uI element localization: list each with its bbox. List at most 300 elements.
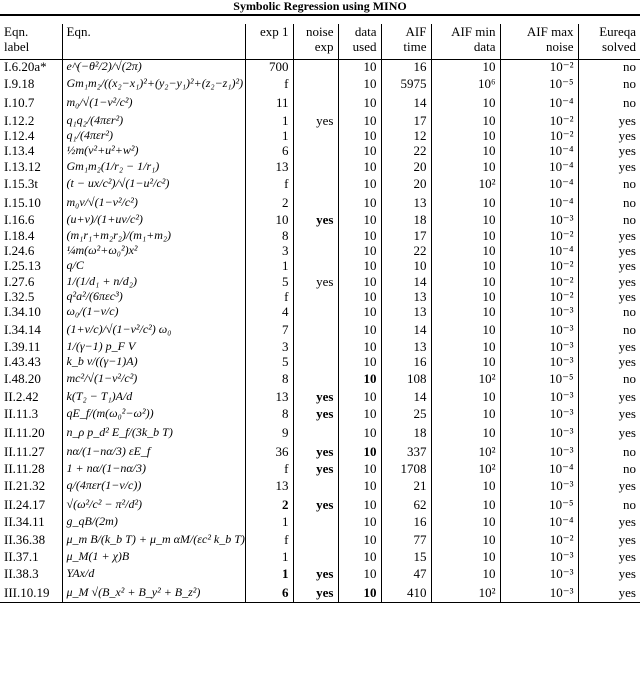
cell-eureqa-solved: no xyxy=(578,461,640,476)
header-aif-max-noise: AIF max noise xyxy=(500,24,578,59)
header-exp1: exp 1 xyxy=(245,24,293,59)
cell-equation: μ_m B/(k_b T) + μ_m αM/(εc² k_b T) xyxy=(62,530,245,549)
cell-exp1: 3 xyxy=(245,243,293,258)
cell-label: I.34.14 xyxy=(4,321,41,337)
cell-exp1: 1 xyxy=(245,549,293,564)
cell-equation: e^(−θ²/2)/√(2π) xyxy=(62,59,245,74)
cell-label: I.9.18 xyxy=(4,76,35,92)
table-row xyxy=(0,320,640,339)
cell-eureqa-solved: yes xyxy=(578,583,640,602)
cell-exp1: 13 xyxy=(245,388,293,403)
cell-noise-exp xyxy=(293,174,338,193)
cell-label: II.36.38 xyxy=(4,531,46,547)
cell-data-used: 10 xyxy=(338,59,381,74)
header-aif-time: AIF time xyxy=(381,24,431,59)
cell-aif-min-data: 10 xyxy=(431,289,500,304)
cell-aif-time: 14 xyxy=(381,320,431,339)
cell-eureqa-solved: yes xyxy=(578,258,640,273)
cell-aif-min-data: 10 xyxy=(431,243,500,258)
cell-data-used: 10 xyxy=(338,212,381,227)
cell-eureqa-solved: no xyxy=(578,304,640,319)
cell-equation: (m₁r₁+m₂r₂)/(m₁+m₂) xyxy=(62,227,245,242)
cell-label: I.27.6 xyxy=(4,273,35,289)
cell-equation: q/C xyxy=(62,258,245,273)
cell-data-used: 10 xyxy=(338,530,381,549)
cell-eureqa-solved: yes xyxy=(578,388,640,403)
cell-noise-exp xyxy=(293,304,338,319)
table-row xyxy=(0,93,640,112)
table-row xyxy=(0,174,640,193)
cell-aif-max-noise: 10⁻² xyxy=(500,59,578,74)
cell-aif-min-data: 10 xyxy=(431,59,500,74)
cell-data-used: 10 xyxy=(338,476,381,495)
cell-label: II.34.11 xyxy=(4,514,45,530)
cell-exp1: 13 xyxy=(245,159,293,174)
cell-equation: YAx/d xyxy=(62,564,245,583)
cell-aif-min-data: 10⁶ xyxy=(431,74,500,93)
cell-aif-min-data: 10 xyxy=(431,514,500,529)
cell-exp1: 3 xyxy=(245,339,293,354)
cell-noise-exp xyxy=(293,128,338,143)
cell-label: I.18.4 xyxy=(4,227,35,243)
cell-aif-time: 25 xyxy=(381,404,431,423)
cell-label: II.11.28 xyxy=(4,461,45,477)
cell-exp1: 5 xyxy=(245,354,293,369)
cell-noise-exp: yes xyxy=(293,212,338,227)
cell-eureqa-solved: yes xyxy=(578,159,640,174)
cell-aif-max-noise: 10⁻⁵ xyxy=(500,369,578,388)
cell-exp1: 1 xyxy=(245,258,293,273)
cell-equation: m₀/√(1−v²/c²) xyxy=(62,93,245,112)
table-row xyxy=(0,258,640,273)
table-row xyxy=(0,549,640,564)
cell-aif-time: 47 xyxy=(381,564,431,583)
cell-label: I.34.10 xyxy=(4,304,41,320)
cell-eureqa-solved: yes xyxy=(578,530,640,549)
table-row xyxy=(0,289,640,304)
cell-aif-max-noise: 10⁻⁴ xyxy=(500,159,578,174)
cell-eureqa-solved: yes xyxy=(578,423,640,442)
cell-exp1: 8 xyxy=(245,227,293,242)
cell-aif-min-data: 10 xyxy=(431,320,500,339)
cell-aif-max-noise: 10⁻³ xyxy=(500,212,578,227)
cell-aif-min-data: 10 xyxy=(431,128,500,143)
cell-aif-max-noise: 10⁻³ xyxy=(500,564,578,583)
cell-aif-min-data: 10² xyxy=(431,583,500,602)
cell-exp1: 4 xyxy=(245,304,293,319)
cell-aif-time: 14 xyxy=(381,93,431,112)
cell-data-used: 10 xyxy=(338,339,381,354)
header-aif-min-data: AIF min data xyxy=(431,24,500,59)
cell-equation: mc²/√(1−v²/c²) xyxy=(62,369,245,388)
cell-equation: √(ω²/c² − π²/d²) xyxy=(62,495,245,514)
cell-noise-exp xyxy=(293,258,338,273)
cell-aif-time: 17 xyxy=(381,112,431,127)
table-row xyxy=(0,59,640,74)
cell-equation: μ_M √(B_x² + B_y² + B_z²) xyxy=(62,583,245,602)
cell-aif-max-noise: 10⁻³ xyxy=(500,339,578,354)
cell-exp1: 1 xyxy=(245,128,293,143)
cell-data-used: 10 xyxy=(338,320,381,339)
cell-aif-min-data: 10 xyxy=(431,93,500,112)
cell-aif-max-noise: 10⁻⁴ xyxy=(500,193,578,212)
cell-aif-max-noise: 10⁻⁴ xyxy=(500,174,578,193)
cell-exp1: f xyxy=(245,74,293,93)
cell-aif-time: 16 xyxy=(381,59,431,74)
cell-eureqa-solved: yes xyxy=(578,354,640,369)
cell-aif-time: 21 xyxy=(381,476,431,495)
cell-label: I.25.13 xyxy=(4,258,41,274)
cell-noise-exp: yes xyxy=(293,404,338,423)
table-row xyxy=(0,143,640,158)
cell-equation: q/(4πεr(1−v/c)) xyxy=(62,476,245,495)
cell-aif-min-data: 10 xyxy=(431,564,500,583)
cell-aif-max-noise: 10⁻⁴ xyxy=(500,514,578,529)
cell-aif-time: 20 xyxy=(381,159,431,174)
cell-eureqa-solved: yes xyxy=(578,274,640,289)
cell-label: II.11.27 xyxy=(4,443,45,459)
cell-exp1: 7 xyxy=(245,320,293,339)
cell-aif-max-noise: 10⁻³ xyxy=(500,583,578,602)
table-row xyxy=(0,388,640,403)
cell-noise-exp xyxy=(293,369,338,388)
table-row xyxy=(0,112,640,127)
cell-aif-max-noise: 10⁻³ xyxy=(500,442,578,461)
cell-exp1: 2 xyxy=(245,193,293,212)
cell-aif-time: 14 xyxy=(381,388,431,403)
cell-data-used: 10 xyxy=(338,461,381,476)
cell-aif-time: 337 xyxy=(381,442,431,461)
cell-aif-max-noise: 10⁻² xyxy=(500,274,578,289)
cell-noise-exp xyxy=(293,530,338,549)
cell-data-used: 10 xyxy=(338,227,381,242)
cell-eureqa-solved: no xyxy=(578,174,640,193)
cell-aif-min-data: 10² xyxy=(431,461,500,476)
cell-exp1: 1 xyxy=(245,564,293,583)
cell-noise-exp xyxy=(293,320,338,339)
cell-noise-exp: yes xyxy=(293,388,338,403)
cell-equation: qE_f/(m(ω₀²−ω²)) xyxy=(62,404,245,423)
cell-aif-min-data: 10 xyxy=(431,274,500,289)
cell-aif-max-noise: 10⁻⁴ xyxy=(500,93,578,112)
table-row xyxy=(0,212,640,227)
cell-noise-exp: yes xyxy=(293,564,338,583)
cell-aif-time: 17 xyxy=(381,227,431,242)
cell-aif-min-data: 10 xyxy=(431,143,500,158)
cell-exp1: 6 xyxy=(245,143,293,158)
cell-eureqa-solved: no xyxy=(578,59,640,74)
results-table xyxy=(0,24,640,603)
cell-equation: (t − ux/c²)/√(1−u²/c²) xyxy=(62,174,245,193)
cell-equation: ω₀/(1−v/c) xyxy=(62,304,245,319)
cell-exp1: 8 xyxy=(245,404,293,423)
cell-exp1: f xyxy=(245,289,293,304)
cell-label: I.12.2 xyxy=(4,112,35,128)
top-rule xyxy=(0,14,640,16)
table-row xyxy=(0,159,640,174)
cell-data-used: 10 xyxy=(338,354,381,369)
cell-exp1: 700 xyxy=(245,59,293,74)
cell-label: I.15.10 xyxy=(4,194,41,210)
cell-eureqa-solved: yes xyxy=(578,143,640,158)
cell-equation: Gm₁m₂/((x₂−x₁)²+(y₂−y₁)²+(z₂−z₁)²) xyxy=(62,74,245,93)
cell-data-used: 10 xyxy=(338,143,381,158)
cell-equation: q₁/(4πεr²) xyxy=(62,128,245,143)
cell-label: I.43.43 xyxy=(4,354,41,370)
table-row xyxy=(0,369,640,388)
table-row xyxy=(0,227,640,242)
cell-noise-exp: yes xyxy=(293,442,338,461)
cell-label: I.24.6 xyxy=(4,242,35,258)
cell-equation: g_qB/(2m) xyxy=(62,514,245,529)
cell-exp1: 36 xyxy=(245,442,293,461)
cell-aif-max-noise: 10⁻³ xyxy=(500,320,578,339)
table-row xyxy=(0,74,640,93)
cell-aif-min-data: 10 xyxy=(431,404,500,423)
cell-eureqa-solved: yes xyxy=(578,564,640,583)
cell-aif-min-data: 10² xyxy=(431,442,500,461)
cell-aif-max-noise: 10⁻² xyxy=(500,530,578,549)
cell-eureqa-solved: yes xyxy=(578,404,640,423)
cell-aif-min-data: 10 xyxy=(431,339,500,354)
cell-aif-min-data: 10 xyxy=(431,354,500,369)
cell-aif-max-noise: 10⁻⁵ xyxy=(500,495,578,514)
cell-eureqa-solved: no xyxy=(578,193,640,212)
cell-noise-exp: yes xyxy=(293,112,338,127)
cell-aif-time: 12 xyxy=(381,128,431,143)
table-row xyxy=(0,404,640,423)
cell-eureqa-solved: yes xyxy=(578,339,640,354)
cell-equation: (1+v/c)/√(1−v²/c²) ω₀ xyxy=(62,320,245,339)
table-row xyxy=(0,442,640,461)
cell-aif-max-noise: 10⁻² xyxy=(500,289,578,304)
cell-eureqa-solved: no xyxy=(578,442,640,461)
cell-label: II.37.1 xyxy=(4,548,39,564)
cell-eureqa-solved: yes xyxy=(578,128,640,143)
cell-label: II.11.20 xyxy=(4,424,45,440)
cell-eureqa-solved: yes xyxy=(578,289,640,304)
cell-data-used: 10 xyxy=(338,404,381,423)
cell-exp1: f xyxy=(245,530,293,549)
cell-exp1: 5 xyxy=(245,274,293,289)
cell-label: I.10.7 xyxy=(4,95,35,111)
cell-noise-exp xyxy=(293,227,338,242)
cell-equation: 1 + nα/(1−nα/3) xyxy=(62,461,245,476)
header-eureqa-solved: Eureqa solved xyxy=(578,24,640,59)
cell-eureqa-solved: no xyxy=(578,212,640,227)
cell-aif-min-data: 10 xyxy=(431,227,500,242)
cell-equation: ½m(v²+u²+w²) xyxy=(62,143,245,158)
cell-eureqa-solved: no xyxy=(578,320,640,339)
cell-label: III.10.19 xyxy=(4,584,50,600)
cell-exp1: f xyxy=(245,461,293,476)
cell-noise-exp xyxy=(293,423,338,442)
table-row xyxy=(0,514,640,529)
cell-exp1: 11 xyxy=(245,93,293,112)
cell-aif-time: 18 xyxy=(381,423,431,442)
cell-aif-max-noise: 10⁻³ xyxy=(500,388,578,403)
cell-aif-min-data: 10 xyxy=(431,212,500,227)
cell-data-used: 10 xyxy=(338,74,381,93)
cell-aif-min-data: 10² xyxy=(431,369,500,388)
header-row xyxy=(0,24,640,59)
cell-aif-min-data: 10 xyxy=(431,549,500,564)
cell-label: I.13.12 xyxy=(4,158,41,174)
header-noise: noise exp xyxy=(293,24,338,59)
cell-data-used: 10 xyxy=(338,193,381,212)
cell-aif-min-data: 10 xyxy=(431,258,500,273)
table-row xyxy=(0,583,640,602)
cell-label: I.32.5 xyxy=(4,289,35,305)
cell-aif-max-noise: 10⁻² xyxy=(500,258,578,273)
cell-equation: nα/(1−nα/3) εE_f xyxy=(62,442,245,461)
cell-aif-max-noise: 10⁻² xyxy=(500,128,578,143)
cell-aif-max-noise: 10⁻³ xyxy=(500,304,578,319)
cell-equation: k_b v/((γ−1)A) xyxy=(62,354,245,369)
cell-noise-exp xyxy=(293,339,338,354)
cell-noise-exp xyxy=(293,74,338,93)
cell-exp1: 10 xyxy=(245,212,293,227)
cell-aif-time: 10 xyxy=(381,258,431,273)
cell-aif-time: 20 xyxy=(381,174,431,193)
cell-label: II.11.3 xyxy=(4,405,39,421)
cell-equation: 1/(1/d₁ + n/d₂) xyxy=(62,274,245,289)
cell-noise-exp xyxy=(293,549,338,564)
cell-aif-max-noise: 10⁻² xyxy=(500,227,578,242)
cell-noise-exp xyxy=(293,59,338,74)
cell-data-used: 10 xyxy=(338,274,381,289)
cell-aif-time: 410 xyxy=(381,583,431,602)
cell-aif-min-data: 10 xyxy=(431,159,500,174)
cell-equation: n_ρ p_d² E_f/(3k_b T) xyxy=(62,423,245,442)
cell-aif-time: 13 xyxy=(381,289,431,304)
cell-aif-min-data: 10 xyxy=(431,388,500,403)
cell-data-used: 10 xyxy=(338,174,381,193)
cell-aif-time: 22 xyxy=(381,243,431,258)
cell-data-used: 10 xyxy=(338,289,381,304)
cell-aif-max-noise: 10⁻³ xyxy=(500,423,578,442)
cell-aif-time: 1708 xyxy=(381,461,431,476)
cell-equation: q²a²/(6πεc³) xyxy=(62,289,245,304)
table-row xyxy=(0,476,640,495)
cell-equation: m₀v/√(1−v²/c²) xyxy=(62,193,245,212)
cell-label: I.13.4 xyxy=(4,143,35,159)
cell-data-used: 10 xyxy=(338,495,381,514)
cell-aif-max-noise: 10⁻³ xyxy=(500,404,578,423)
table-row xyxy=(0,304,640,319)
table-row xyxy=(0,354,640,369)
table-row xyxy=(0,530,640,549)
cell-aif-time: 5975 xyxy=(381,74,431,93)
cell-aif-time: 108 xyxy=(381,369,431,388)
cell-label: I.16.6 xyxy=(4,212,35,228)
table-row xyxy=(0,564,640,583)
cell-aif-min-data: 10 xyxy=(431,530,500,549)
cell-eureqa-solved: yes xyxy=(578,243,640,258)
cell-aif-max-noise: 10⁻³ xyxy=(500,549,578,564)
cell-data-used: 10 xyxy=(338,442,381,461)
cell-data-used: 10 xyxy=(338,514,381,529)
cell-aif-max-noise: 10⁻³ xyxy=(500,476,578,495)
cell-eureqa-solved: yes xyxy=(578,549,640,564)
cell-noise-exp xyxy=(293,93,338,112)
cell-data-used: 10 xyxy=(338,128,381,143)
table-row xyxy=(0,423,640,442)
cell-label: I.6.20a* xyxy=(4,59,47,75)
cell-exp1: 6 xyxy=(245,583,293,602)
cell-data-used: 10 xyxy=(338,112,381,127)
cell-exp1: f xyxy=(245,174,293,193)
cell-aif-time: 13 xyxy=(381,339,431,354)
cell-label: I.39.11 xyxy=(4,338,41,354)
cell-label: II.24.17 xyxy=(4,497,46,513)
cell-eureqa-solved: yes xyxy=(578,514,640,529)
cell-aif-min-data: 10 xyxy=(431,423,500,442)
cell-noise-exp: yes xyxy=(293,495,338,514)
cell-aif-time: 16 xyxy=(381,514,431,529)
cell-aif-min-data: 10 xyxy=(431,112,500,127)
cell-label: II.21.32 xyxy=(4,478,46,494)
cell-noise-exp xyxy=(293,143,338,158)
cell-aif-time: 16 xyxy=(381,354,431,369)
cell-aif-time: 13 xyxy=(381,193,431,212)
cell-aif-min-data: 10 xyxy=(431,304,500,319)
cell-exp1: 1 xyxy=(245,514,293,529)
cell-aif-time: 14 xyxy=(381,274,431,289)
table-row xyxy=(0,274,640,289)
cell-aif-time: 22 xyxy=(381,143,431,158)
cell-aif-time: 15 xyxy=(381,549,431,564)
cell-exp1: 8 xyxy=(245,369,293,388)
table-row xyxy=(0,461,640,476)
header-data-used: data used xyxy=(338,24,381,59)
cell-data-used: 10 xyxy=(338,549,381,564)
cell-aif-min-data: 10 xyxy=(431,193,500,212)
cell-aif-max-noise: 10⁻⁴ xyxy=(500,143,578,158)
cell-label: I.48.20 xyxy=(4,371,41,387)
cell-label: II.38.3 xyxy=(4,566,39,582)
cell-noise-exp xyxy=(293,514,338,529)
cell-noise-exp xyxy=(293,243,338,258)
cell-eureqa-solved: no xyxy=(578,369,640,388)
table-row xyxy=(0,128,640,143)
cell-data-used: 10 xyxy=(338,564,381,583)
cell-data-used: 10 xyxy=(338,159,381,174)
table-row xyxy=(0,339,640,354)
cell-equation: k(T₂ − T₁)A/d xyxy=(62,388,245,403)
cell-aif-min-data: 10² xyxy=(431,174,500,193)
cell-equation: 1/(γ−1) p_F V xyxy=(62,339,245,354)
cell-label: I.12.4 xyxy=(4,127,35,143)
cell-aif-time: 13 xyxy=(381,304,431,319)
cell-noise-exp: yes xyxy=(293,461,338,476)
cell-data-used: 10 xyxy=(338,583,381,602)
cell-aif-max-noise: 10⁻² xyxy=(500,112,578,127)
table-title: Symbolic Regression using MINO xyxy=(233,0,407,13)
header-eqn: Eqn. xyxy=(62,24,245,59)
cell-data-used: 10 xyxy=(338,243,381,258)
cell-aif-max-noise: 10⁻⁴ xyxy=(500,243,578,258)
cell-eureqa-solved: yes xyxy=(578,476,640,495)
cell-aif-min-data: 10 xyxy=(431,476,500,495)
cell-equation: (u+v)/(1+uv/c²) xyxy=(62,212,245,227)
cell-eureqa-solved: no xyxy=(578,74,640,93)
cell-exp1: 13 xyxy=(245,476,293,495)
cell-equation: Gm₁m₂(1/r₂ − 1/r₁) xyxy=(62,159,245,174)
cell-noise-exp xyxy=(293,354,338,369)
cell-noise-exp: yes xyxy=(293,583,338,602)
cell-aif-max-noise: 10⁻³ xyxy=(500,354,578,369)
